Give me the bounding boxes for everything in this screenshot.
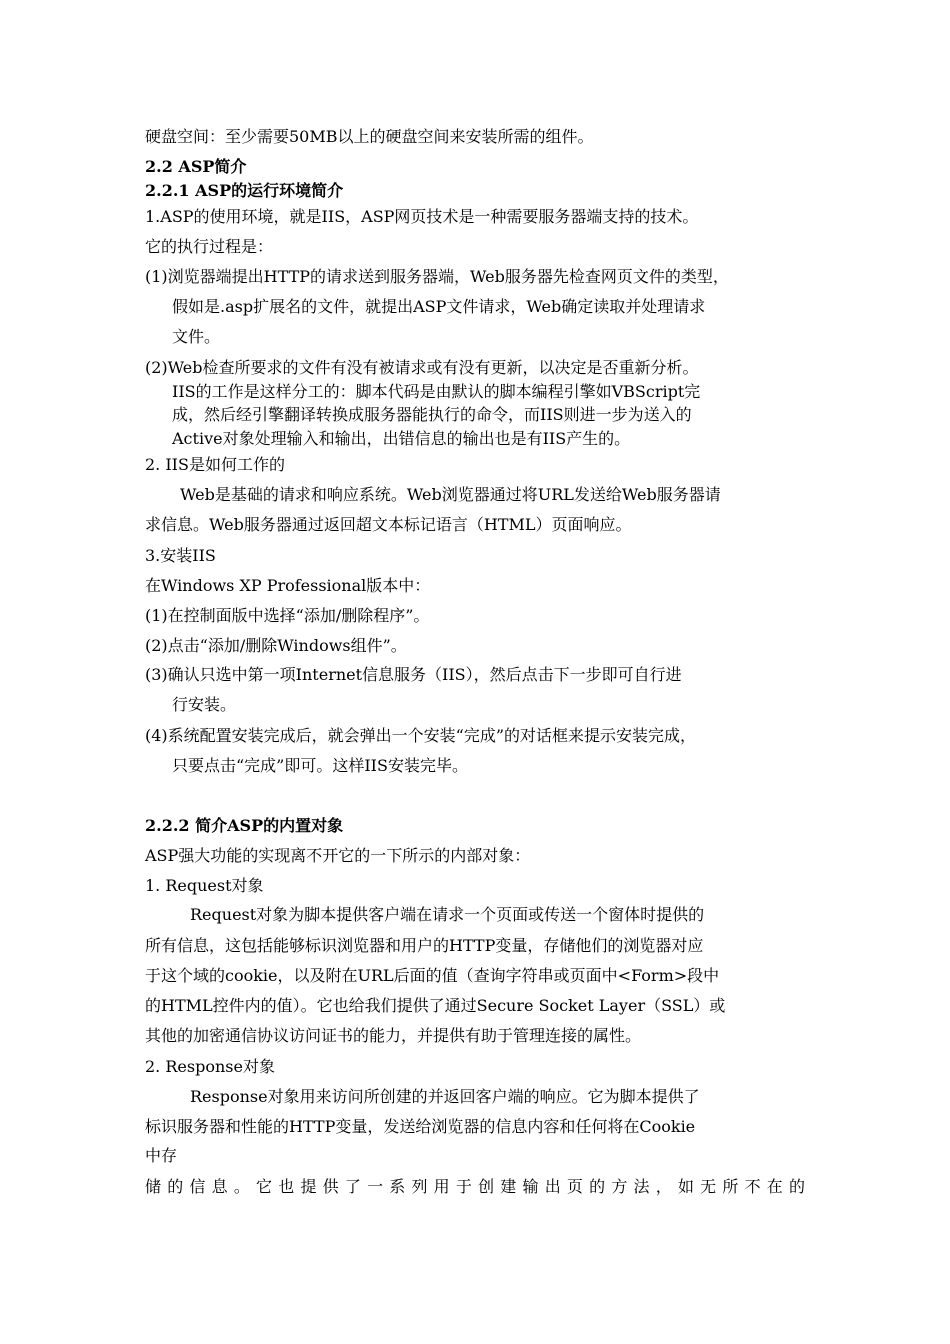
text-line: 标识服务器和性能的HTTP变量，发送给浏览器的信息内容和任何将在Cookie	[145, 1117, 696, 1136]
list-item: (3)确认只选中第一项Internet信息服务（IIS），然后点击下一步即可自行进	[145, 665, 682, 684]
text-line: 其他的加密通信协议访问证书的能力，并提供有助于管理连接的属性。	[145, 1026, 642, 1045]
text-line-justified: 储的信息。它也提供了一系列用于创建输出页的方法，如无所不在的	[145, 1177, 805, 1196]
text-line: ASP强大功能的实现离不开它的一下所示的内部对象：	[145, 846, 531, 865]
paragraph-first-line: Response对象用来访问所创建的并返回客户端的响应。它为脚本提供了	[190, 1087, 700, 1106]
list-item: (2)点击“添加/删除Windows组件”。	[145, 636, 407, 655]
numbered-heading: 1. Request对象	[145, 876, 264, 895]
paragraph-first-line: Request对象为脚本提供客户端在请求一个页面或传送一个窗体时提供的	[190, 905, 705, 924]
numbered-heading: 2. IIS是如何工作的	[145, 455, 285, 474]
list-item-continuation: 行安装。	[172, 695, 237, 714]
list-item: (1)浏览器端提出HTTP的请求送到服务器端，Web服务器先检查网页文件的类型，	[145, 267, 729, 286]
numbered-heading: 3.安装IIS	[145, 546, 216, 565]
list-item: (1)在控制面版中选择“添加/删除程序”。	[145, 606, 430, 625]
numbered-heading: 2. Response对象	[145, 1057, 275, 1076]
text-line: 求信息。Web服务器通过返回超文本标记语言（HTML）页面响应。	[145, 515, 632, 534]
list-item-continuation: 文件。	[172, 327, 221, 346]
paragraph-first-line: Web是基础的请求和响应系统。Web浏览器通过将URL发送给Web服务器请	[180, 485, 721, 504]
list-item-continuation: 假如是.asp扩展名的文件，就提出ASP文件请求，Web确定读取并处理请求	[172, 297, 706, 316]
text-line: 所有信息，这包括能够标识浏览器和用户的HTTP变量，存储他们的浏览器对应	[145, 936, 704, 955]
subsection-heading: 2.2.1 ASP的运行环境简介	[145, 181, 344, 200]
text-line: 于这个域的cookie，以及附在URL后面的值（查询字符串或页面中<Form>段中	[145, 966, 720, 985]
list-item-continuation: 只要点击“完成”即可。这样IIS安装完毕。	[172, 756, 468, 775]
list-item: (2)Web检查所要求的文件有没有被请求或有没有更新，以决定是否重新分析。	[145, 358, 699, 377]
text-line: 它的执行过程是：	[145, 237, 274, 256]
list-item-continuation: Active对象处理输入和输出，出错信息的输出也是有IIS产生的。	[172, 429, 631, 448]
text-line: 在Windows XP Professional版本中：	[145, 576, 431, 595]
subsection-heading: 2.2.2 简介ASP的内置对象	[145, 816, 344, 835]
text-line: 硬盘空间：至少需要50MB以上的硬盘空间来安装所需的组件。	[145, 127, 594, 146]
list-item-continuation: IIS的工作是这样分工的：脚本代码是由默认的脚本编程引擎如VBScript完	[172, 382, 701, 401]
text-line: 1.ASP的使用环境，就是IIS，ASP网页技术是一种需要服务器端支持的技术。	[145, 207, 699, 226]
text-line: 中存	[145, 1146, 178, 1165]
list-item-continuation: 成，然后经引擎翻译转换成服务器能执行的命令，而IIS则进一步为送入的	[172, 405, 692, 424]
section-heading: 2.2 ASP简介	[145, 157, 247, 176]
text-line: 的HTML控件内的值）。它也给我们提供了通过Secure Socket Layer（SSL）或	[145, 996, 726, 1015]
list-item: (4)系统配置安装完成后，就会弹出一个安装“完成”的对话框来提示安装完成，	[145, 726, 697, 745]
